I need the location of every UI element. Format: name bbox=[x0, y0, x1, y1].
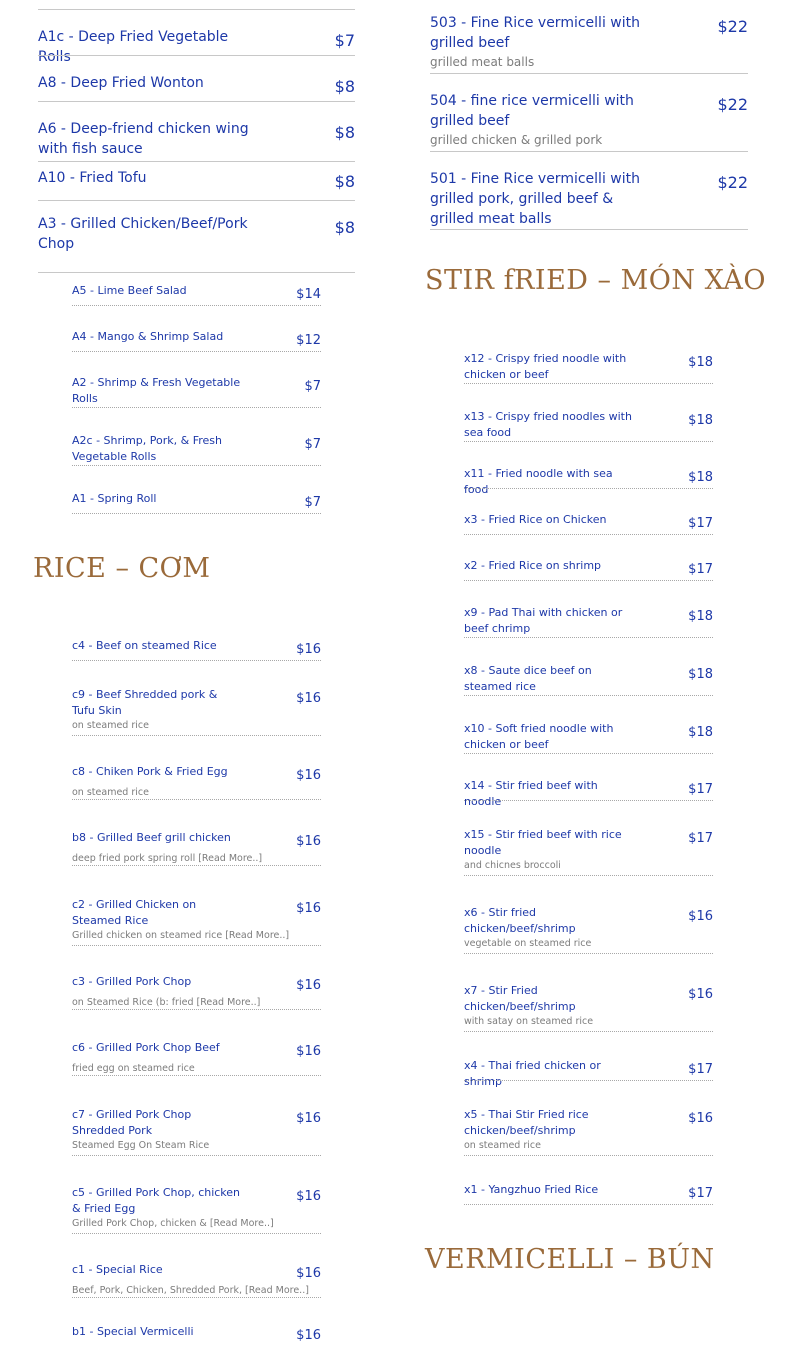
item-description: Grilled Pork Chop, chicken & [Read More..] bbox=[72, 1218, 274, 1229]
item-name: c5 - Grilled Pork Chop, chicken & Fried Egg bbox=[72, 1186, 241, 1215]
menu-item[interactable] bbox=[72, 433, 321, 466]
stir-fried-list bbox=[464, 351, 713, 1205]
item-price: $7 bbox=[304, 437, 321, 452]
item-name: 503 - Fine Rice vermicelli with grilled beef bbox=[430, 15, 640, 51]
item-description: grilled chicken & grilled pork bbox=[430, 133, 603, 147]
item-price: $17 bbox=[688, 1186, 713, 1201]
item-name: c2 - Grilled Chicken on Steamed Rice bbox=[72, 898, 197, 927]
menu-item[interactable] bbox=[72, 638, 321, 661]
item-name: x3 - Fried Rice on Chicken bbox=[464, 513, 607, 526]
item-divider bbox=[72, 407, 321, 408]
item-price: $7 bbox=[304, 379, 321, 394]
menu-item[interactable] bbox=[430, 13, 748, 74]
item-price: $16 bbox=[688, 987, 713, 1002]
menu-item[interactable] bbox=[38, 214, 355, 273]
menu-item[interactable] bbox=[72, 974, 321, 1010]
item-name: x5 - Thai Stir Fried rice chicken/beef/shrimp bbox=[464, 1108, 589, 1137]
item-price: $12 bbox=[296, 333, 321, 348]
item-price: $16 bbox=[296, 691, 321, 706]
item-description: Steamed Egg On Steam Rice bbox=[72, 1140, 210, 1151]
item-divider bbox=[464, 637, 713, 638]
item-divider bbox=[72, 1009, 321, 1010]
section-heading-rice: RICE – CƠM bbox=[33, 553, 211, 584]
item-description: on steamed rice bbox=[464, 1140, 541, 1151]
menu-item-partial bbox=[38, 0, 355, 10]
item-name: c6 - Grilled Pork Chop Beef bbox=[72, 1041, 220, 1054]
item-name: A2c - Shrimp, Pork, & Fresh Vegetable Rolls bbox=[72, 434, 222, 463]
item-description: on steamed rice bbox=[72, 720, 149, 731]
item-name: x15 - Stir fried beef with rice noodle bbox=[464, 828, 622, 857]
item-description: on steamed rice bbox=[72, 787, 149, 798]
section-heading-stir-fried: STIR fRIED – MÓN XÀO bbox=[425, 265, 766, 296]
section-heading-vermicelli: VERMICELLI – BÚN bbox=[425, 1244, 715, 1275]
item-price: $16 bbox=[296, 834, 321, 849]
item-name: c4 - Beef on steamed Rice bbox=[72, 639, 217, 652]
item-name: A3 - Grilled Chicken/Beef/Pork Chop bbox=[38, 216, 248, 252]
item-price: $17 bbox=[688, 562, 713, 577]
item-divider bbox=[72, 513, 321, 514]
item-divider bbox=[72, 799, 321, 800]
item-name: A4 - Mango & Shrimp Salad bbox=[72, 330, 224, 343]
item-divider bbox=[72, 945, 321, 946]
item-divider bbox=[464, 1204, 713, 1205]
menu-item[interactable] bbox=[430, 91, 748, 152]
item-name: x4 - Thai fried chicken or shrimp bbox=[464, 1059, 601, 1088]
item-divider bbox=[38, 272, 355, 273]
menu-item[interactable] bbox=[72, 1324, 321, 1347]
item-description: grilled meat balls bbox=[430, 55, 535, 69]
item-description: fried egg on steamed rice bbox=[72, 1063, 195, 1074]
item-price: $16 bbox=[688, 909, 713, 924]
vermicelli-top-list bbox=[430, 13, 748, 230]
rice-list bbox=[72, 638, 321, 1347]
item-name: A5 - Lime Beef Salad bbox=[72, 284, 187, 297]
item-name: c8 - Chiken Pork & Fried Egg bbox=[72, 765, 228, 778]
item-divider bbox=[72, 1075, 321, 1076]
item-divider bbox=[72, 351, 321, 352]
menu-item[interactable] bbox=[72, 375, 321, 408]
item-name: x6 - Stir fried chicken/beef/shrimp bbox=[464, 906, 576, 935]
item-name: A10 - Fried Tofu bbox=[38, 170, 147, 186]
item-price: $16 bbox=[688, 1111, 713, 1126]
item-divider bbox=[430, 229, 748, 230]
item-name: b1 - Special Vermicelli bbox=[72, 1325, 194, 1338]
item-description: on Steamed Rice (b: fried [Read More..] bbox=[72, 997, 261, 1008]
item-divider bbox=[72, 1155, 321, 1156]
item-price: $8 bbox=[334, 123, 355, 142]
item-description: Grilled chicken on steamed rice [Read More..] bbox=[72, 930, 290, 941]
item-divider bbox=[464, 800, 713, 801]
item-description: Beef, Pork, Chicken, Shredded Pork, [Read More..] bbox=[72, 1285, 309, 1296]
item-price: $22 bbox=[717, 17, 748, 36]
item-divider bbox=[464, 1080, 713, 1081]
item-price: $18 bbox=[688, 609, 713, 624]
item-divider bbox=[38, 101, 355, 102]
menu-item[interactable] bbox=[464, 905, 713, 954]
menu-item[interactable] bbox=[38, 119, 355, 162]
item-name: A1 - Spring Roll bbox=[72, 492, 157, 505]
item-description: deep fried pork spring roll [Read More..] bbox=[72, 853, 263, 864]
item-price: $18 bbox=[688, 667, 713, 682]
menu-item[interactable] bbox=[72, 830, 321, 866]
menu-item[interactable] bbox=[72, 283, 321, 306]
item-divider bbox=[72, 865, 321, 866]
menu-item[interactable] bbox=[464, 827, 713, 876]
item-name: A2 - Shrimp & Fresh Vegetable Rolls bbox=[72, 376, 241, 405]
item-price: $7 bbox=[304, 495, 321, 510]
menu-item[interactable] bbox=[464, 351, 713, 384]
item-divider bbox=[430, 73, 748, 74]
item-divider bbox=[464, 488, 713, 489]
menu-item[interactable] bbox=[464, 663, 713, 696]
item-price: $16 bbox=[296, 642, 321, 657]
salad-list bbox=[72, 283, 321, 514]
item-price: $16 bbox=[296, 1111, 321, 1126]
item-divider bbox=[72, 735, 321, 736]
item-name: c7 - Grilled Pork Chop Shredded Pork bbox=[72, 1108, 192, 1137]
item-divider bbox=[464, 580, 713, 581]
item-price: $22 bbox=[717, 173, 748, 192]
menu-item[interactable] bbox=[430, 169, 748, 230]
item-divider bbox=[72, 1233, 321, 1234]
item-divider bbox=[464, 1031, 713, 1032]
item-price: $17 bbox=[688, 782, 713, 797]
item-description: vegetable on steamed rice bbox=[464, 938, 592, 949]
appetizer-list bbox=[38, 27, 355, 273]
item-price: $18 bbox=[688, 413, 713, 428]
item-name: A8 - Deep Fried Wonton bbox=[38, 75, 204, 91]
item-divider bbox=[72, 660, 321, 661]
item-price: $18 bbox=[688, 470, 713, 485]
item-name: A6 - Deep-friend chicken wing with fish sauce bbox=[38, 121, 249, 157]
item-price: $8 bbox=[334, 77, 355, 96]
item-price: $8 bbox=[334, 172, 355, 191]
item-price: $14 bbox=[296, 287, 321, 302]
item-divider bbox=[464, 383, 713, 384]
item-divider bbox=[464, 753, 713, 754]
item-name: c1 - Special Rice bbox=[72, 1263, 163, 1276]
item-divider bbox=[72, 1297, 321, 1298]
menu-item[interactable] bbox=[464, 721, 713, 754]
item-name: x13 - Crispy fried noodles with sea food bbox=[464, 410, 632, 439]
item-divider bbox=[38, 161, 355, 162]
menu-item[interactable] bbox=[38, 27, 355, 65]
menu-item[interactable] bbox=[464, 558, 713, 581]
item-price: $16 bbox=[296, 768, 321, 783]
menu-item[interactable] bbox=[464, 1107, 713, 1156]
item-name: x12 - Crispy fried noodle with chicken or beef bbox=[464, 352, 627, 381]
item-price: $16 bbox=[296, 1044, 321, 1059]
item-price: $16 bbox=[296, 901, 321, 916]
item-price: $7 bbox=[334, 31, 355, 50]
item-divider bbox=[464, 1155, 713, 1156]
menu-item[interactable] bbox=[72, 897, 321, 946]
item-name: x10 - Soft fried noodle with chicken or beef bbox=[464, 722, 614, 751]
menu-item[interactable] bbox=[464, 1058, 713, 1088]
item-price: $16 bbox=[296, 978, 321, 993]
item-divider bbox=[38, 200, 355, 201]
item-divider bbox=[464, 953, 713, 954]
item-price: $16 bbox=[296, 1266, 321, 1281]
item-name: x2 - Fried Rice on shrimp bbox=[464, 559, 602, 572]
item-divider bbox=[464, 441, 713, 442]
menu-item[interactable] bbox=[72, 687, 321, 736]
menu-item[interactable] bbox=[72, 1262, 321, 1298]
menu-item[interactable] bbox=[464, 466, 713, 496]
menu-item[interactable] bbox=[464, 1182, 713, 1205]
item-name: x8 - Saute dice beef on steamed rice bbox=[464, 664, 592, 693]
item-price: $22 bbox=[717, 95, 748, 114]
item-name: c9 - Beef Shredded pork & Tufu Skin bbox=[72, 688, 218, 717]
item-price: $18 bbox=[688, 725, 713, 740]
menu-item[interactable] bbox=[72, 764, 321, 800]
menu-item[interactable] bbox=[72, 491, 321, 514]
item-name: b8 - Grilled Beef grill chicken bbox=[72, 831, 231, 844]
menu-item[interactable] bbox=[38, 168, 355, 201]
item-name: x14 - Stir fried beef with noodle bbox=[464, 779, 598, 808]
item-divider bbox=[430, 151, 748, 152]
item-price: $18 bbox=[688, 355, 713, 370]
item-divider bbox=[72, 465, 321, 466]
menu-item[interactable] bbox=[464, 409, 713, 442]
menu-item[interactable] bbox=[72, 1040, 321, 1076]
item-price: $16 bbox=[296, 1189, 321, 1204]
menu-item[interactable] bbox=[464, 512, 713, 535]
item-name: A1c - Deep Fried Vegetable Rolls bbox=[38, 29, 229, 65]
menu-item[interactable] bbox=[464, 778, 713, 808]
item-divider bbox=[38, 55, 355, 56]
item-price: $17 bbox=[688, 831, 713, 846]
item-divider bbox=[464, 695, 713, 696]
item-name: x7 - Stir Fried chicken/beef/shrimp bbox=[464, 984, 576, 1013]
menu-item[interactable] bbox=[464, 605, 713, 638]
item-price: $17 bbox=[688, 516, 713, 531]
item-name: x9 - Pad Thai with chicken or beef chrimp bbox=[464, 606, 623, 635]
item-price: $16 bbox=[296, 1328, 321, 1343]
item-price: $17 bbox=[688, 1062, 713, 1077]
item-name: 504 - fine rice vermicelli with grilled beef bbox=[430, 93, 634, 129]
item-name: c3 - Grilled Pork Chop bbox=[72, 975, 192, 988]
menu-item[interactable] bbox=[72, 1185, 321, 1234]
item-divider bbox=[464, 534, 713, 535]
item-name: x11 - Fried noodle with sea food bbox=[464, 467, 613, 496]
item-name: 501 - Fine Rice vermicelli with grilled pork, grilled beef & grilled meat balls bbox=[430, 171, 640, 227]
menu-item[interactable] bbox=[72, 1107, 321, 1156]
item-description: with satay on steamed rice bbox=[464, 1016, 594, 1027]
menu-item[interactable] bbox=[72, 329, 321, 352]
item-description: and chicnes broccoli bbox=[464, 860, 561, 871]
item-divider bbox=[72, 305, 321, 306]
item-divider bbox=[464, 875, 713, 876]
menu-item[interactable] bbox=[464, 983, 713, 1032]
item-name: x1 - Yangzhuo Fried Rice bbox=[464, 1183, 599, 1196]
menu-item[interactable] bbox=[38, 73, 355, 102]
item-price: $8 bbox=[334, 218, 355, 237]
